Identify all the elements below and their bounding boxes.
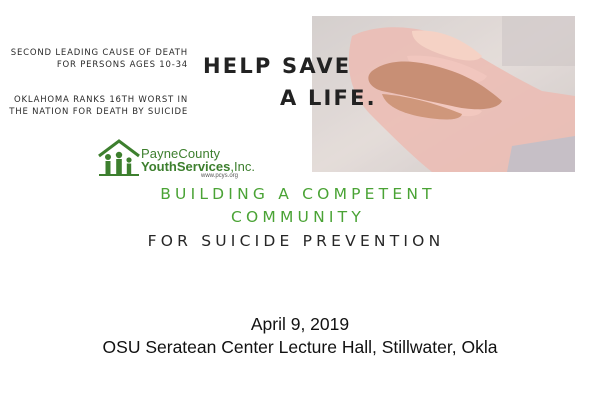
tagline-line2: COMMUNITY [230, 208, 366, 226]
headline-line2: A LIFE. [280, 86, 377, 110]
house-family-icon [97, 138, 141, 178]
tagline-line1: BUILDING A COMPETENT [160, 185, 436, 203]
logo-name-line1: PayneCounty [141, 146, 221, 161]
tagline-line3: FOR SUICIDE PREVENTION [147, 232, 445, 250]
pcys-logo [97, 138, 297, 180]
event-date: April 9, 2019 [250, 314, 350, 334]
logo-name-line2 [141, 160, 255, 173]
event-venue: OSU Seratean Center Lecture Hall, Stillwater, Okla [102, 337, 498, 357]
headline-line1: HELP SAVE [203, 54, 352, 78]
logo-name-bold: YouthServices [141, 159, 231, 174]
logo-url: www.pcys.org [201, 173, 239, 179]
stat-leading-cause: SECOND LEADING CAUSE OF DEATH FOR PERSONS AGES 10-34 [10, 48, 188, 70]
logo-name-suffix: ,Inc. [230, 159, 255, 174]
headline [200, 50, 400, 114]
stat-oklahoma-rank: OKLAHOMA RANKS 16TH WORST IN THE NATION FOR DEATH BY SUICIDE [9, 95, 188, 117]
